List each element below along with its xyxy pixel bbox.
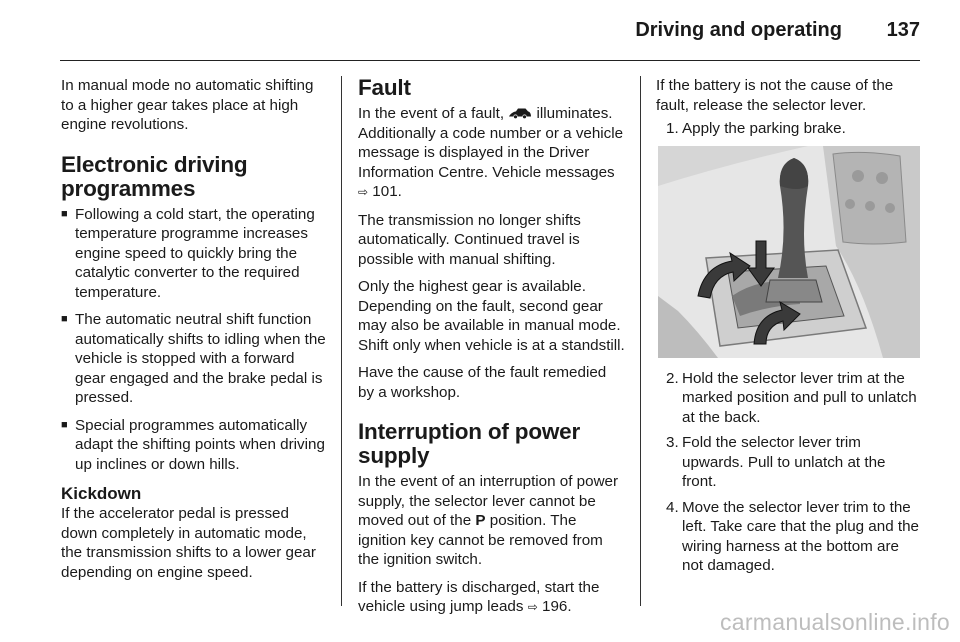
manual-mode-paragraph: In manual mode no automatic shifting to a higher gear takes place at high engine revolutions.: [61, 77, 314, 133]
fault-heading: Fault: [358, 75, 411, 100]
list-item: ■ The automatic neutral shift function automatically shifts to idling when the vehicle is stopped with a forward gear engaged and the brake pedal is pressed.: [61, 310, 327, 408]
fault-paragraph-1: In the event of a fault, illuminates. Additionally a code number or a vehicle message is displayed in the Driver Information Centre. Vehicle messages ⇨ 101.: [358, 105, 624, 200]
release-steps: [656, 119, 922, 139]
programmes-list: [61, 205, 327, 475]
column-2: [358, 76, 626, 626]
release-steps-continued: [656, 369, 922, 576]
list-item: ■ Following a cold start, the operating temperature programme increases engine speed to quickly bring the catalytic converter to the required temperature.: [61, 205, 327, 303]
column-3: [656, 76, 922, 582]
step-item: 3. Fold the selector lever trim upwards. Pull to unlatch at the front.: [666, 434, 886, 490]
fault-paragraph-2: The transmission no longer shifts automatically. Continued travel is possible with manual shifting.: [358, 211, 581, 268]
kickdown-paragraph: If the accelerator pedal is pressed down completely in automatic mode, the transmission shifts to a lower gear depending on engine speed.: [61, 505, 316, 581]
column-divider: [640, 76, 641, 606]
page-reference-arrow-icon: ⇨: [358, 185, 369, 199]
page-header: [60, 0, 920, 61]
programmes-heading: Electronic driving programmes: [61, 151, 248, 201]
kickdown-heading: Kickdown: [61, 484, 142, 503]
selector-lever-illustration: [658, 146, 920, 358]
interruption-paragraph-1: In the event of an interruption of power supply, the selector lever cannot be moved out of the P position. The ignition key cannot be removed from the ignition switch.: [358, 473, 619, 568]
battery-paragraph: If the battery is not the cause of the fault, release the selector lever.: [656, 77, 894, 114]
transmission-warning-icon: [508, 107, 532, 119]
interruption-paragraph-2: If the battery is discharged, start the vehicle using jump leads ⇨ 196.: [358, 578, 600, 615]
list-item: ■ Special programmes automatically adapt the shifting points when driving up inclines or down hills.: [61, 416, 327, 475]
fault-paragraph-4: Have the cause of the fault remedied by a workshop.: [358, 364, 607, 401]
fault-paragraph-3: Only the highest gear is available. Depending on the fault, second gear may also be available in manual mode. Shift only when vehicle is at a standstill.: [358, 278, 625, 354]
watermark: carmanualsonline.info: [719, 609, 950, 635]
interruption-heading: Interruption of power supply: [358, 419, 581, 468]
header-title: Driving and operating: [635, 19, 842, 41]
column-1: [61, 76, 327, 590]
step-item: 4. Move the selector lever trim to the left. Take care that the plug and the wiring harness at the bottom are not damaged.: [666, 498, 919, 574]
step-item: 2. Hold the selector lever trim at the marked position and pull to unlatch at the back.: [666, 369, 917, 426]
column-divider: [341, 76, 342, 606]
page-number: 137: [886, 19, 920, 41]
page-reference-arrow-icon: ⇨: [527, 600, 538, 614]
step-item: 1. Apply the parking brake.: [666, 120, 846, 137]
